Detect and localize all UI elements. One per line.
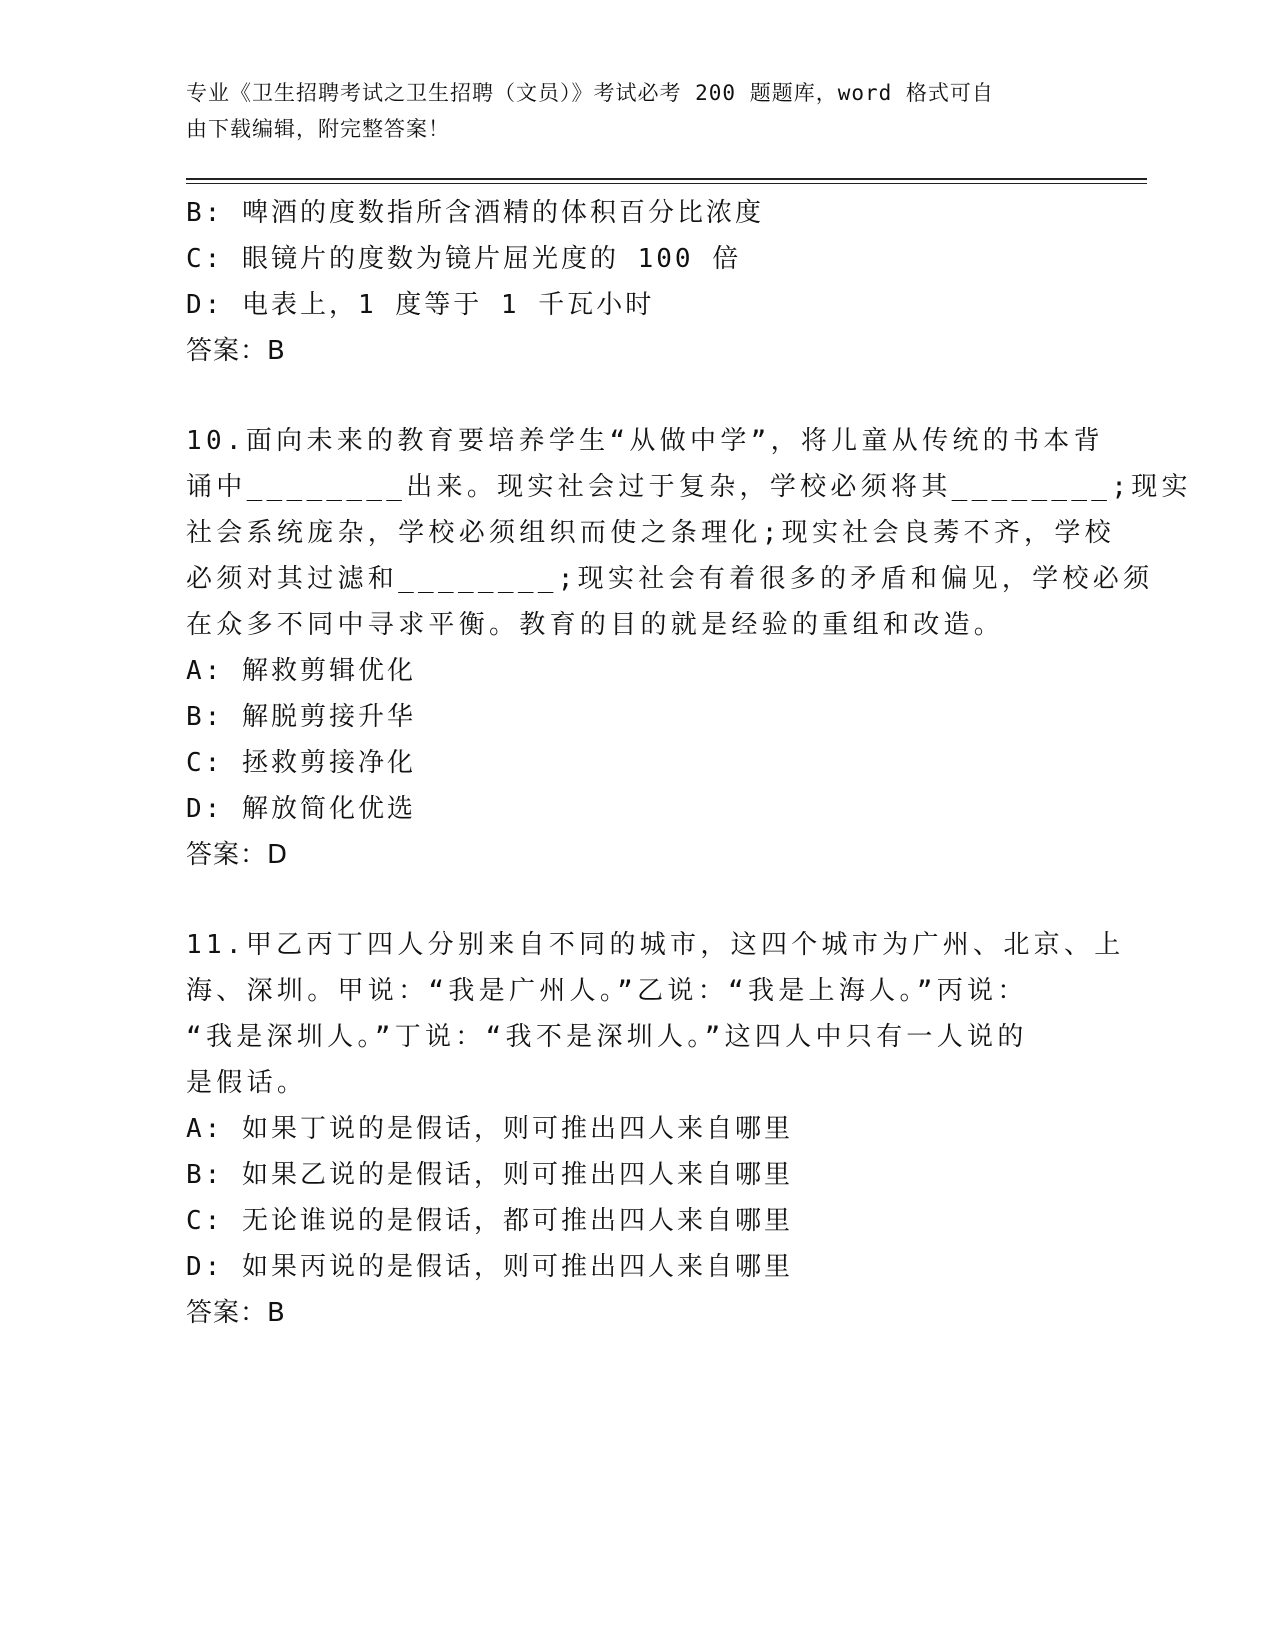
document-header bbox=[186, 75, 1076, 147]
answer-label: 答案：B bbox=[186, 336, 286, 366]
option-c: C: 眼镜片的度数为镜片屈光度的 100 倍 bbox=[186, 244, 742, 274]
option-d: D: 电表上，1 度等于 1 千瓦小时 bbox=[186, 290, 655, 320]
header-title-line-1: 专业《卫生招聘考试之卫生招聘（文员）》考试必考 200 题题库，word 格式可自 bbox=[186, 81, 994, 105]
option-c: C: 无论谁说的是假话，都可推出四人来自哪里 bbox=[186, 1206, 793, 1236]
spacer bbox=[186, 878, 1086, 922]
question-stem bbox=[186, 922, 1125, 1106]
stem-line: 10.面向未来的教育要培养学生“从做中学”，将儿童从传统的书本背 bbox=[186, 426, 1104, 456]
stem-line: 海、深圳。甲说：“我是广州人。”乙说：“我是上海人。”丙说： bbox=[186, 976, 1028, 1006]
option-d: D: 解放简化优选 bbox=[186, 794, 416, 824]
option-a: A: 如果丁说的是假话，则可推出四人来自哪里 bbox=[186, 1114, 793, 1144]
answer-label: 答案：B bbox=[186, 1298, 286, 1328]
spacer bbox=[186, 374, 1086, 418]
header-divider-thin bbox=[186, 183, 1147, 184]
stem-line: 社会系统庞杂，学校必须组织而使之条理化;现实社会良莠不齐，学校 bbox=[186, 518, 1115, 548]
stem-line: 11.甲乙丙丁四人分别来自不同的城市，这四个城市为广州、北京、上 bbox=[186, 930, 1125, 960]
question-9 bbox=[186, 190, 1086, 374]
option-c: C: 拯救剪接净化 bbox=[186, 748, 416, 778]
document-body bbox=[186, 190, 1192, 1336]
question-11 bbox=[186, 922, 1125, 1336]
option-b: B: 啤酒的度数指所含酒精的体积百分比浓度 bbox=[186, 198, 764, 228]
stem-line: 必须对其过滤和________;现实社会有着很多的矛盾和偏见，学校必须 bbox=[186, 564, 1154, 594]
option-b: B: 如果乙说的是假话，则可推出四人来自哪里 bbox=[186, 1160, 793, 1190]
header-title-line-2: 由下载编辑，附完整答案！ bbox=[186, 117, 450, 141]
option-b: B: 解脱剪接升华 bbox=[186, 702, 416, 732]
question-stem bbox=[186, 418, 1192, 648]
header-divider-thick bbox=[186, 178, 1147, 180]
stem-line: “我是深圳人。”丁说：“我不是深圳人。”这四人中只有一人说的 bbox=[186, 1022, 1028, 1052]
stem-line: 是假话。 bbox=[186, 1068, 308, 1098]
question-10 bbox=[186, 418, 1192, 878]
option-d: D: 如果丙说的是假话，则可推出四人来自哪里 bbox=[186, 1252, 793, 1282]
option-a: A: 解救剪辑优化 bbox=[186, 656, 416, 686]
stem-line: 诵中________出来。现实社会过于复杂，学校必须将其________;现实 bbox=[186, 472, 1192, 502]
answer-label: 答案：D bbox=[186, 840, 289, 870]
stem-line: 在众多不同中寻求平衡。教育的目的就是经验的重组和改造。 bbox=[186, 610, 1005, 640]
